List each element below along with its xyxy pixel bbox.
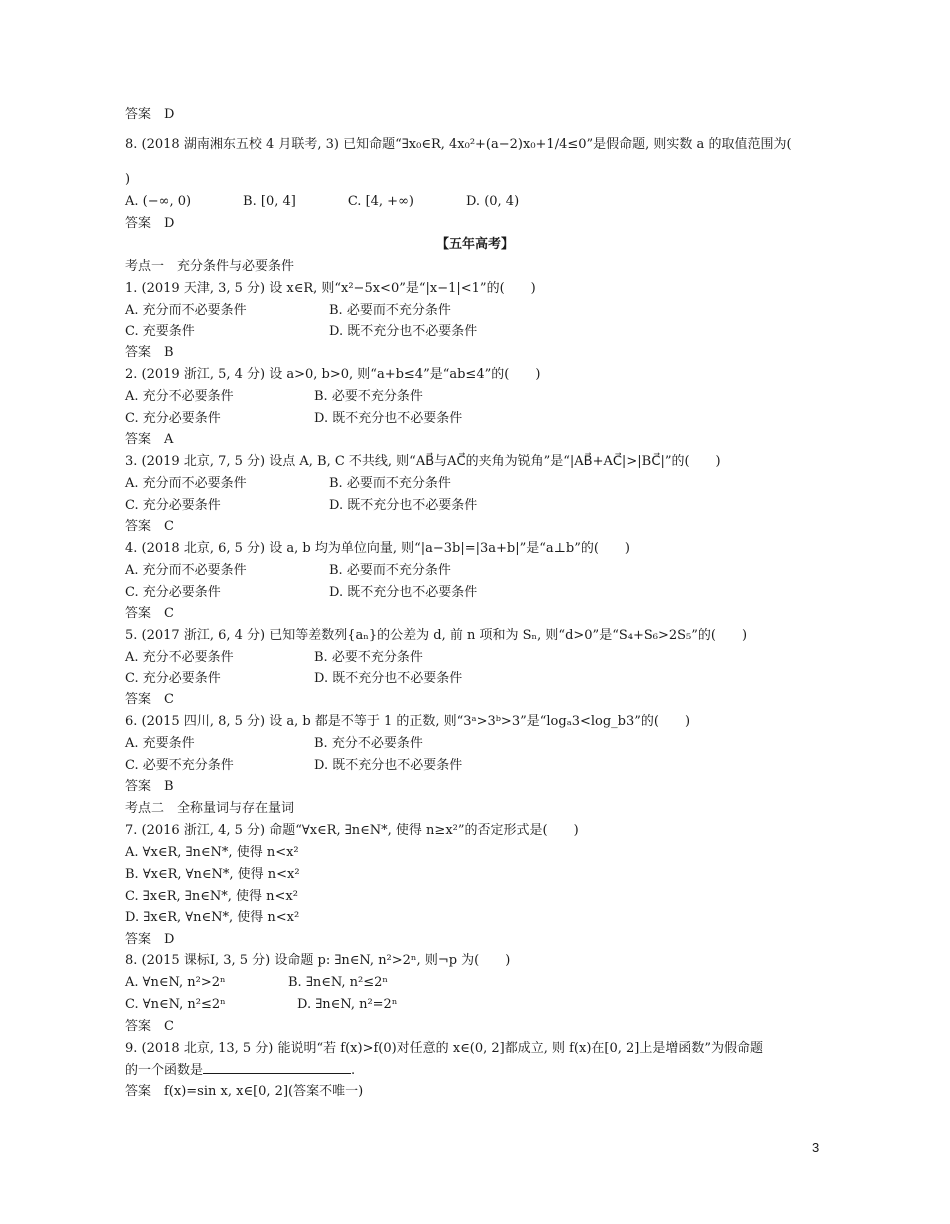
answer-blank	[203, 1061, 351, 1074]
option-c: C. 充分必要条件	[125, 498, 221, 513]
question-line: 2. (2019 浙江, 5, 4 分) 设 a>0, b>0, 则“a+b≤4”是“ab≤4”的( )	[125, 367, 541, 382]
page-number: 3	[812, 1140, 820, 1155]
section-title: 【五年高考】	[435, 237, 514, 252]
question-line: 8. (2015 课标Ⅰ, 3, 5 分) 设命题 p: ∃n∈N, n²>2ⁿ, 则¬p 为( )	[125, 953, 511, 968]
option-d: D. ∃x∈R, ∀n∈N*, 使得 n<x²	[125, 910, 300, 925]
answer-line: 答案 D	[125, 932, 175, 947]
option-d: D. 既不充分也不必要条件	[314, 671, 463, 686]
question-line: 4. (2018 北京, 6, 5 分) 设 a, b 均为单位向量, 则“|a−3b|=|3a+b|”是“a⊥b”的( )	[125, 541, 631, 556]
answer-line: 答案 D	[125, 216, 175, 231]
option-d: D. 既不充分也不必要条件	[329, 498, 478, 513]
option-c: C. ∀n∈N, n²≤2ⁿ	[125, 997, 226, 1012]
option-a: A. ∀x∈R, ∃n∈N*, 使得 n<x²	[125, 845, 299, 860]
option-b: B. 必要而不充分条件	[329, 476, 451, 491]
option-c: C. 充要条件	[125, 324, 195, 339]
answer-line: 答案 B	[125, 779, 174, 794]
question-line: 5. (2017 浙江, 6, 4 分) 已知等差数列{aₙ}的公差为 d, 前 n 项和为 Sₙ, 则“d>0”是“S₄+S₆>2S₅”的( )	[125, 628, 748, 643]
option-a: A. 充分而不必要条件	[125, 476, 247, 491]
answer-line: 答案 C	[125, 692, 174, 707]
topic-heading: 考点一 充分条件与必要条件	[125, 259, 295, 274]
answer-line: 答案 D	[125, 107, 175, 122]
question-line: 6. (2015 四川, 8, 5 分) 设 a, b 都是不等于 1 的正数, 则“3ᵃ>3ᵇ>3”是“logₐ3<log_b3”的( )	[125, 714, 691, 729]
question-line: 3. (2019 北京, 7, 5 分) 设点 A, B, C 不共线, 则“AB⃗与AC⃗的夹角为锐角”是“|AB⃗+AC⃗|>|BC⃗|”的( )	[125, 454, 721, 469]
option-d: D. ∃n∈N, n²=2ⁿ	[297, 997, 398, 1012]
option-b: B. 充分不必要条件	[314, 736, 423, 751]
question-line: 7. (2016 浙江, 4, 5 分) 命题“∀x∈R, ∃n∈N*, 使得 n≥x²”的否定形式是( )	[125, 823, 579, 838]
option-b: B. 必要不充分条件	[314, 389, 423, 404]
option-a: A. 充分不必要条件	[125, 389, 234, 404]
answer-line: 答案 B	[125, 345, 174, 360]
question-text: 的一个函数是	[125, 1063, 204, 1078]
option-d: D. 既不充分也不必要条件	[329, 585, 478, 600]
answer-line: 答案 A	[125, 432, 174, 447]
option-a: A. 充分而不必要条件	[125, 303, 247, 318]
option-c: C. 充分必要条件	[125, 585, 221, 600]
option-d: D. 既不充分也不必要条件	[329, 324, 478, 339]
option-a: A. ∀n∈N, n²>2ⁿ	[125, 975, 226, 990]
option-b: B. ∃n∈N, n²≤2ⁿ	[288, 975, 389, 990]
option-c: C. ∃x∈R, ∃n∈N*, 使得 n<x²	[125, 889, 298, 904]
question-line	[125, 1061, 355, 1080]
question-line: 1. (2019 天津, 3, 5 分) 设 x∈R, 则“x²−5x<0”是“|x−1|<1”的( )	[125, 281, 536, 296]
options-line: A. (−∞, 0) B. [0, 4] C. [4, +∞) D. (0, 4)	[125, 194, 520, 209]
option-c: C. 必要不充分条件	[125, 758, 234, 773]
option-b: B. 必要不充分条件	[314, 650, 423, 665]
option-c: C. 充分必要条件	[125, 671, 221, 686]
question-line: )	[125, 172, 131, 187]
option-a: A. 充分而不必要条件	[125, 563, 247, 578]
question-line: 9. (2018 北京, 13, 5 分) 能说明“若 f(x)>f(0)对任意的 x∈(0, 2]都成立, 则 f(x)在[0, 2]上是增函数”为假命题	[125, 1041, 764, 1056]
option-b: B. 必要而不充分条件	[329, 303, 451, 318]
option-d: D. 既不充分也不必要条件	[314, 411, 463, 426]
question-line: 8. (2018 湖南湘东五校 4 月联考, 3) 已知命题“∃x₀∈R, 4x₀²+(a−2)x₀+1/4≤0”是假命题, 则实数 a 的取值范围为(	[125, 137, 792, 152]
topic-heading: 考点二 全称量词与存在量词	[125, 801, 295, 816]
option-a: A. 充分不必要条件	[125, 650, 234, 665]
question-text: .	[351, 1063, 356, 1078]
option-a: A. 充要条件	[125, 736, 195, 751]
option-b: B. 必要而不充分条件	[329, 563, 451, 578]
option-c: C. 充分必要条件	[125, 411, 221, 426]
answer-line: 答案 C	[125, 1019, 174, 1034]
answer-line: 答案 C	[125, 519, 174, 534]
option-b: B. ∀x∈R, ∀n∈N*, 使得 n<x²	[125, 867, 300, 882]
option-d: D. 既不充分也不必要条件	[314, 758, 463, 773]
answer-line: 答案 f(x)=sin x, x∈[0, 2](答案不唯一)	[125, 1084, 364, 1099]
answer-line: 答案 C	[125, 606, 174, 621]
